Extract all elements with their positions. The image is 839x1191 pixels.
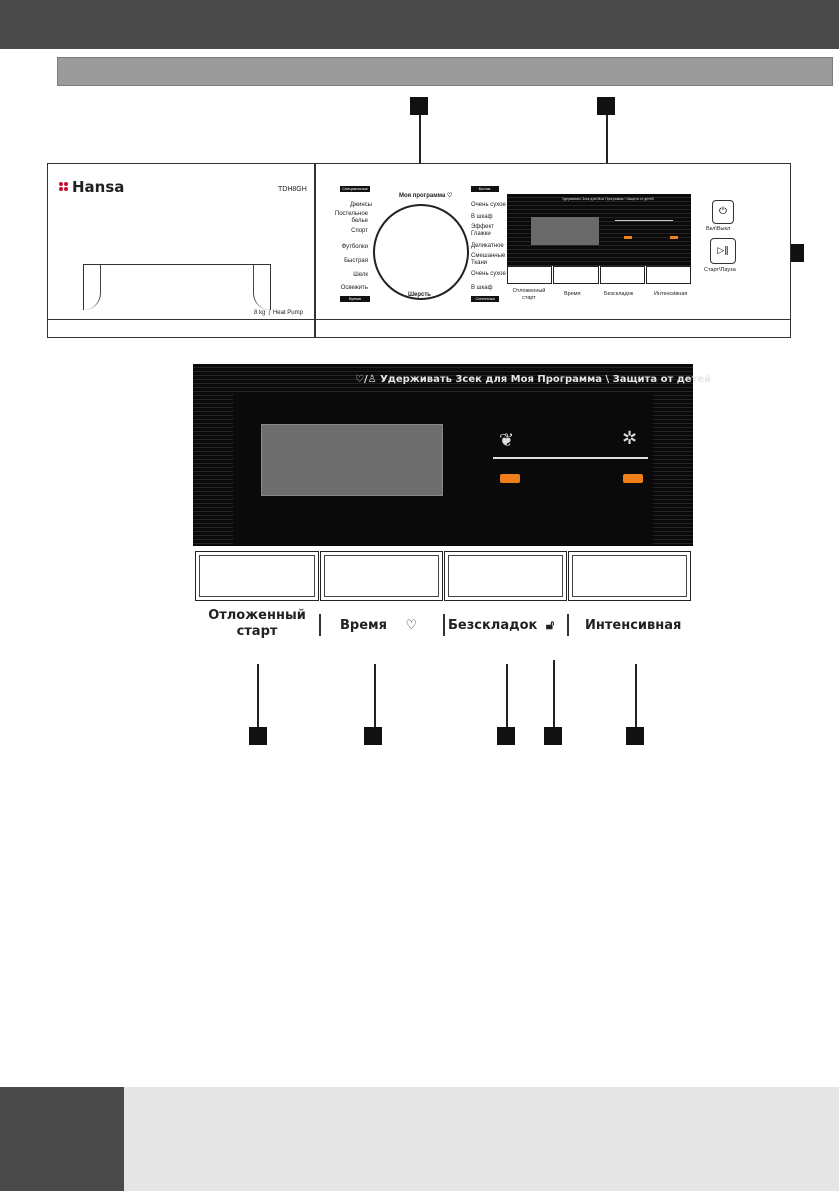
callout-marker-delay: [249, 727, 267, 745]
panel-main: [315, 163, 791, 338]
program-dial[interactable]: [373, 204, 469, 300]
power-icon: ⏻: [719, 206, 727, 217]
callout-marker-lock: [544, 727, 562, 745]
callout-marker-display: [597, 97, 615, 115]
button-intensive[interactable]: [568, 551, 691, 601]
callout-marker-dial: [410, 97, 428, 115]
small-btn-wrinkle[interactable]: [600, 266, 645, 284]
dial-bottom-label: Шерсть: [408, 292, 431, 298]
type-label: Heat Pump: [272, 310, 303, 316]
program-delicate[interactable]: Деликатное: [471, 243, 504, 249]
leaf-icon: ❦: [499, 430, 515, 451]
capacity-label: 8 kg: [254, 310, 266, 316]
start-pause-label: Старт\Пауза: [704, 267, 736, 273]
small-label-wrinkle: Безскладок: [604, 291, 634, 297]
callout-marker-wrinkle: [497, 727, 515, 745]
power-button[interactable]: [712, 200, 734, 224]
program-mixed[interactable]: Смешанные Ткани: [471, 253, 506, 266]
program-extra-dry[interactable]: Очень сухое: [471, 202, 506, 208]
section-bar: [57, 57, 833, 86]
small-display: [507, 194, 691, 266]
small-indicator-eco: [624, 236, 632, 239]
callout-marker-time: [364, 727, 382, 745]
detail-display: [193, 364, 712, 546]
button-time[interactable]: [320, 551, 443, 601]
play-pause-icon: ▷‖: [717, 246, 729, 256]
footer-bar: [124, 1087, 839, 1191]
small-btn-time[interactable]: [553, 266, 598, 284]
label-time: [340, 618, 417, 634]
small-label-delay: Отложенный старт: [512, 288, 546, 301]
power-label: Вкл\Выкл: [706, 226, 731, 232]
lock-icon: 🔓︎: [545, 618, 555, 633]
small-indicator-sun: [670, 236, 678, 239]
program-refresh[interactable]: Освежить: [340, 285, 368, 291]
heart-icon: ♡: [355, 374, 364, 385]
program-cupboard-2[interactable]: В шкаф: [471, 285, 493, 291]
detail-hint: ♡/♙ Удерживать 3сек для Моя Программа \ Защита от детей: [355, 374, 712, 385]
brand-dots-icon: [58, 181, 72, 193]
model-label: TDH8GH: [278, 186, 307, 193]
label-delay-start: [196, 608, 318, 640]
program-extra-dry-2[interactable]: Очень сухое: [471, 271, 506, 277]
program-silk[interactable]: Шелк: [353, 272, 368, 278]
tag-synthetics: Синтетика: [471, 296, 499, 302]
button-delay-start[interactable]: [195, 551, 319, 601]
brand-name: Hansa: [72, 178, 125, 196]
program-iron[interactable]: Эффект Глажки: [471, 224, 494, 237]
label-no-wrinkle: [448, 618, 554, 634]
small-button-row: [507, 266, 691, 284]
label-time-text: Время: [340, 618, 388, 633]
detail-hint-text: Удерживать 3сек для Моя Программа \ Защита от детей: [380, 374, 712, 385]
program-sport[interactable]: Спорт: [351, 228, 368, 234]
tag-time: Время: [340, 296, 370, 302]
label-delay-line2: старт: [236, 624, 278, 639]
program-jeans[interactable]: Джинсы: [349, 202, 372, 208]
tag-special: Специальные: [340, 186, 370, 192]
label-intensive: Интенсивная: [585, 618, 682, 633]
small-btn-intensive[interactable]: [646, 266, 691, 284]
label-delay-line1: Отложенный: [208, 608, 306, 623]
button-no-wrinkle[interactable]: [444, 551, 567, 601]
tag-cotton: Бытов.: [471, 186, 499, 192]
child-lock-icon: ♙: [367, 374, 377, 385]
program-tshirts[interactable]: Футболки: [341, 244, 368, 250]
panel-left: [47, 163, 315, 338]
header-bar: [0, 0, 839, 49]
program-quick[interactable]: Быстрая: [344, 258, 368, 264]
heart-icon: ♡: [405, 618, 418, 633]
small-btn-delay[interactable]: [507, 266, 552, 284]
small-display-hint: Удерживать 3сек для Моя Программа \ Защита от детей: [562, 197, 654, 201]
label-no-wrinkle-text: Безскладок: [448, 618, 538, 633]
start-pause-button[interactable]: [710, 238, 736, 264]
lcd-screen: [261, 424, 443, 496]
spec-label: 8 kg | Heat Pump: [254, 310, 303, 316]
footer-page-tab: [0, 1087, 124, 1191]
callout-marker-intensive: [626, 727, 644, 745]
sun-icon: ✲: [622, 428, 638, 449]
small-lcd: [531, 217, 599, 245]
brand-logo: [58, 178, 124, 196]
small-label-intensive: Интенсивная: [654, 291, 688, 297]
door-handle[interactable]: [83, 264, 271, 310]
program-bedding[interactable]: Постельное белье: [334, 211, 368, 224]
indicator-eco: [500, 474, 520, 483]
indicator-divider: [493, 457, 648, 459]
dial-top-label: Моя программа ♡: [399, 193, 453, 199]
indicator-intensive: [623, 474, 643, 483]
small-label-time: Время: [564, 291, 581, 297]
program-cupboard[interactable]: В шкаф: [471, 214, 493, 220]
